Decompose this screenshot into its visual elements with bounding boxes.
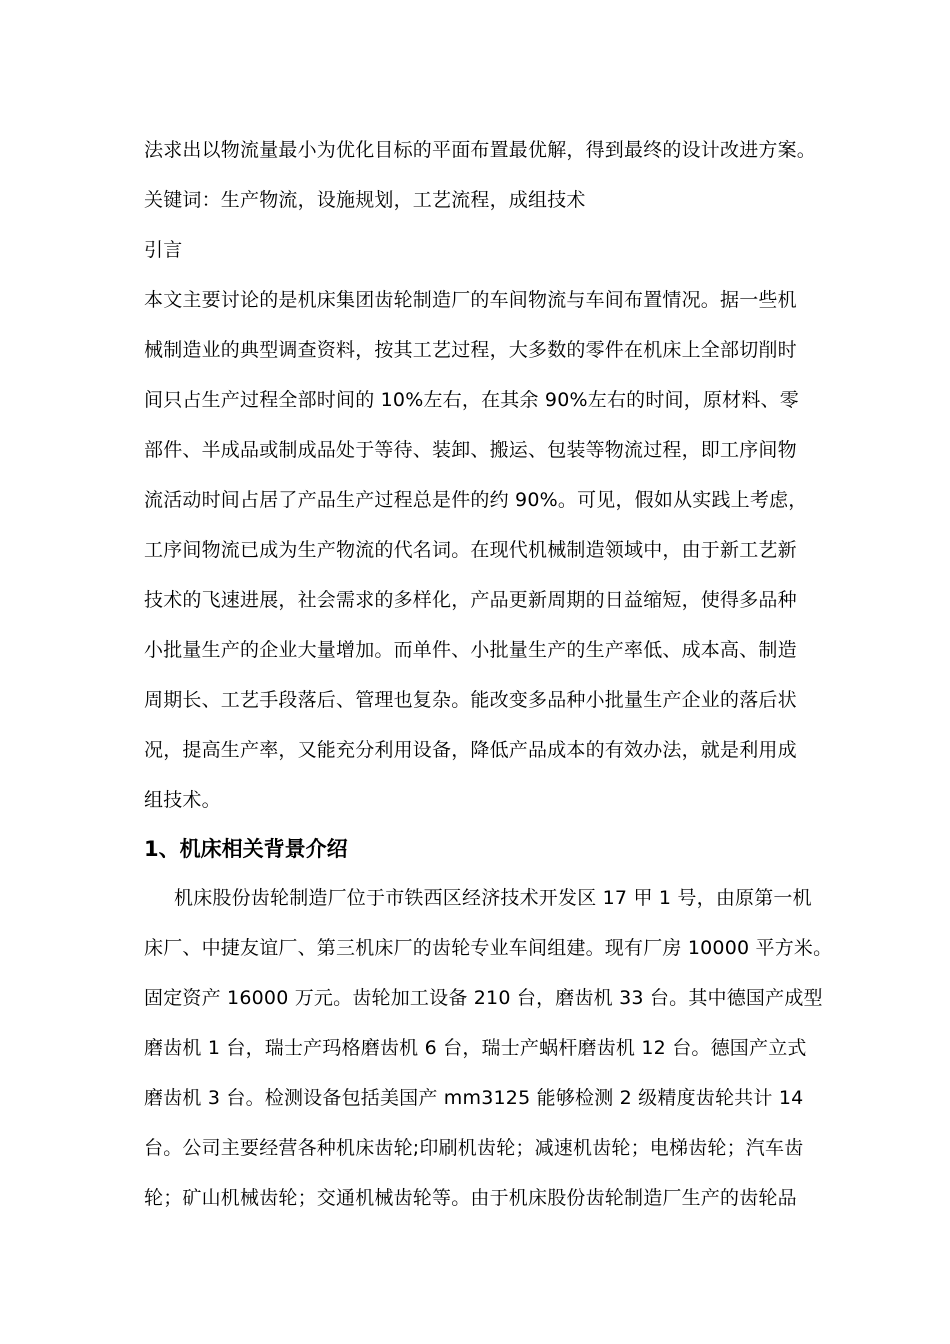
preface-paragraph-line: 况，提高生产率，又能充分利用设备，降低产品成本的有效办法，就是利用成 [144,739,797,761]
section-1-heading: 1、机床相关背景介绍 [144,837,348,861]
section-1-paragraph-line: 机床股份齿轮制造厂位于市铁西区经济技术开发区 17 甲 1 号，由原第一机 [174,887,812,909]
preface-paragraph-line: 流活动时间占居了产品生产过程总是件的约 90%。可见，假如从实践上考虑， [144,489,808,511]
intro-tail-line: 法求出以物流量最小为优化目标的平面布置最优解，得到最终的设计改进方案。 [144,139,817,161]
section-1-paragraph-line: 磨齿机 3 台。检测设备包括美国产 mm3125 能够检测 2 级精度齿轮共计 14 [144,1087,804,1109]
section-1-paragraph-line: 床厂、中捷友谊厂、第三机床厂的齿轮专业车间组建。现有厂房 10000 平方米。 [144,937,833,959]
preface-paragraph-line: 部件、半成品或制成品处于等待、装卸、搬运、包装等物流过程，即工序间物 [144,439,797,461]
section-1-paragraph-line: 轮；矿山机械齿轮；交通机械齿轮等。由于机床股份齿轮制造厂生产的齿轮品 [144,1187,797,1209]
preface-paragraph-line: 本文主要讨论的是机床集团齿轮制造厂的车间物流与车间布置情况。据一些机 [144,289,797,311]
preface-paragraph-line: 间只占生产过程全部时间的 10%左右，在其余 90%左右的时间，原材料、零 [144,389,799,411]
preface-paragraph-line: 技术的飞速进展，社会需求的多样化，产品更新周期的日益缩短，使得多品种 [144,589,797,611]
preface-paragraph-line: 械制造业的典型调查资料，按其工艺过程，大多数的零件在机床上全部切削时 [144,339,797,361]
section-1-paragraph-line: 磨齿机 1 台，瑞士产玛格磨齿机 6 台，瑞士产蜗杆磨齿机 12 台。德国产立式 [144,1037,807,1059]
preface-paragraph-line: 小批量生产的企业大量增加。而单件、小批量生产的生产率低、成本高、制造 [144,639,797,661]
preface-title: 引言 [144,239,183,261]
section-1-paragraph-line: 固定资产 16000 万元。齿轮加工设备 210 台，磨齿机 33 台。其中德国产成型 [144,987,823,1009]
preface-paragraph-line: 工序间物流已成为生产物流的代名词。在现代机械制造领域中，由于新工艺新 [144,539,797,561]
keywords-line: 关键词：生产物流，设施规划，工艺流程，成组技术 [144,189,586,211]
section-1-paragraph-line: 台。公司主要经营各种机床齿轮;印刷机齿轮；减速机齿轮；电梯齿轮；汽车齿 [144,1137,804,1159]
preface-paragraph-line: 组技术。 [144,789,221,811]
preface-paragraph-line: 周期长、工艺手段落后、管理也复杂。能改变多品种小批量生产企业的落后状 [144,689,797,711]
